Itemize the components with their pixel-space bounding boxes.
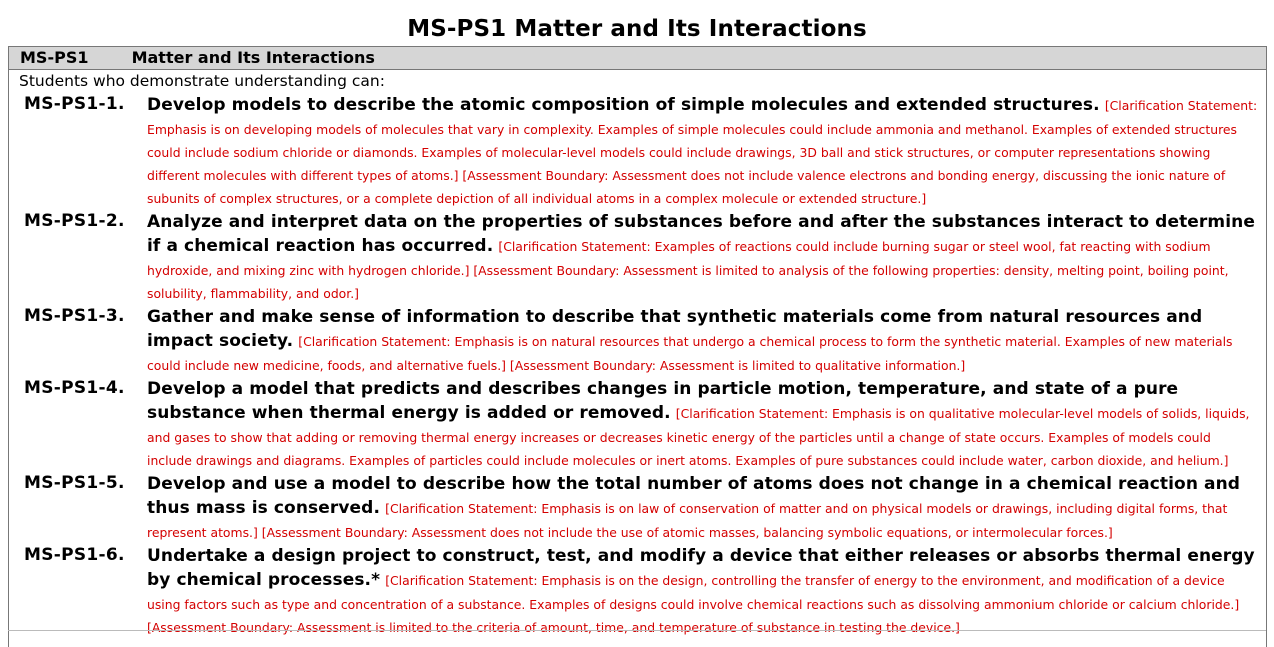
bottom-divider [8, 630, 1266, 631]
standard-ms-ps1-4 [9, 377, 1266, 471]
standard-code: MS-PS1-6. [24, 545, 125, 565]
performance-expectation: Develop and use a model to describe how the total number of atoms does not change in a chemical reaction and thus mass is conserved. [147, 474, 1241, 518]
clarification-statement: [Clarification Statement: Emphasis is on law of conservation of matter and on physical models or drawings, including digital forms, that represent atoms.] [Assessment Boundary: Assessment does not include the use of atomic masses, balancing symbolic equations, or intermolecular forces.] [147, 501, 1228, 540]
clarification-statement: [Clarification Statement: Examples of reactions could include burning sugar or steel wool, fat reacting with sodium hydroxide, and mixing zinc with hydrogen chloride.] [Assessment Boundary: Assessment is limited to analysis of the following properties: density, melting point, boiling point, solubility, flammability, and odor.] [147, 239, 1229, 301]
standard-ms-ps1-3 [9, 305, 1266, 376]
header-code: MS-PS1 [20, 48, 89, 67]
standard-code: MS-PS1-5. [24, 473, 125, 493]
clarification-statement: [Clarification Statement: Emphasis is on natural resources that undergo a chemical process to form the synthetic material. Examples of new materials could include new medicine, foods, and alternative fuels.] [Assessment Boundary: Assessment is limited to qualitative information.] [147, 334, 1233, 373]
standard-ms-ps1-1 [9, 93, 1266, 209]
header-title: Matter and Its Interactions [131, 48, 375, 67]
standard-code: MS-PS1-1. [24, 94, 125, 114]
standard-code: MS-PS1-2. [24, 211, 125, 231]
standard-ms-ps1-6 [9, 544, 1266, 638]
clarification-statement: [Clarification Statement: Emphasis is on the design, controlling the transfer of energy to the environment, and modification of a device using factors such as type and concentration of a substance. Examples of designs could involve chemical reactions such as dissolving ammonium chloride or calcium chloride.] [Assessment Boundary: Assessment is limited to the criteria of amount, time, and temperature of substance in testing the device.] [147, 573, 1240, 635]
performance-expectation: Analyze and interpret data on the properties of substances before and after the substances interact to determine if a chemical reaction has occurred. [147, 212, 1255, 256]
clarification-statement: [Clarification Statement: Emphasis is on qualitative molecular-level models of solids, liquids, and gases to show that adding or removing thermal energy increases or decreases kinetic energy of the particles until a change of state occurs. Examples of models could include drawings and diagrams. Examples of particles could include molecules or inert atoms. Examples of pure substances could include water, carbon dioxide, and helium.] [147, 406, 1250, 468]
document-title: MS-PS1 Matter and Its Interactions [407, 16, 867, 42]
standard-ms-ps1-5 [9, 472, 1266, 543]
standard-code: MS-PS1-4. [24, 378, 125, 398]
intro-text: Students who demonstrate understanding can: [19, 72, 385, 90]
performance-expectation: Develop models to describe the atomic composition of simple molecules and extended structures. [147, 95, 1100, 115]
clarification-statement: [Clarification Statement: Emphasis is on developing models of molecules that vary in complexity. Examples of simple molecules could include ammonia and methanol. Examples of extended structures could include sodium chloride or diamonds. Examples of molecular-level models could include drawings, 3D ball and stick structures, or computer representations showing different molecules with different types of atoms.] [Assessment Boundary: Assessment does not include valence electrons and bonding energy, discussing the ionic nature of subunits of complex structures, or a complete depiction of all individual atoms in a complex molecule or extended structure.] [147, 98, 1258, 206]
standard-ms-ps1-2 [9, 210, 1266, 304]
performance-expectation: Develop a model that predicts and describes changes in particle motion, temperature, and state of a pure substance when thermal energy is added or removed. [147, 379, 1179, 423]
standards-table [8, 46, 1267, 647]
header-bar [9, 47, 1266, 70]
standard-code: MS-PS1-3. [24, 306, 125, 326]
performance-expectation: Gather and make sense of information to describe that synthetic materials come from natural resources and impact society. [147, 307, 1203, 351]
performance-expectation: Undertake a design project to construct, test, and modify a device that either releases or absorbs thermal energy by chemical processes.* [147, 546, 1255, 590]
